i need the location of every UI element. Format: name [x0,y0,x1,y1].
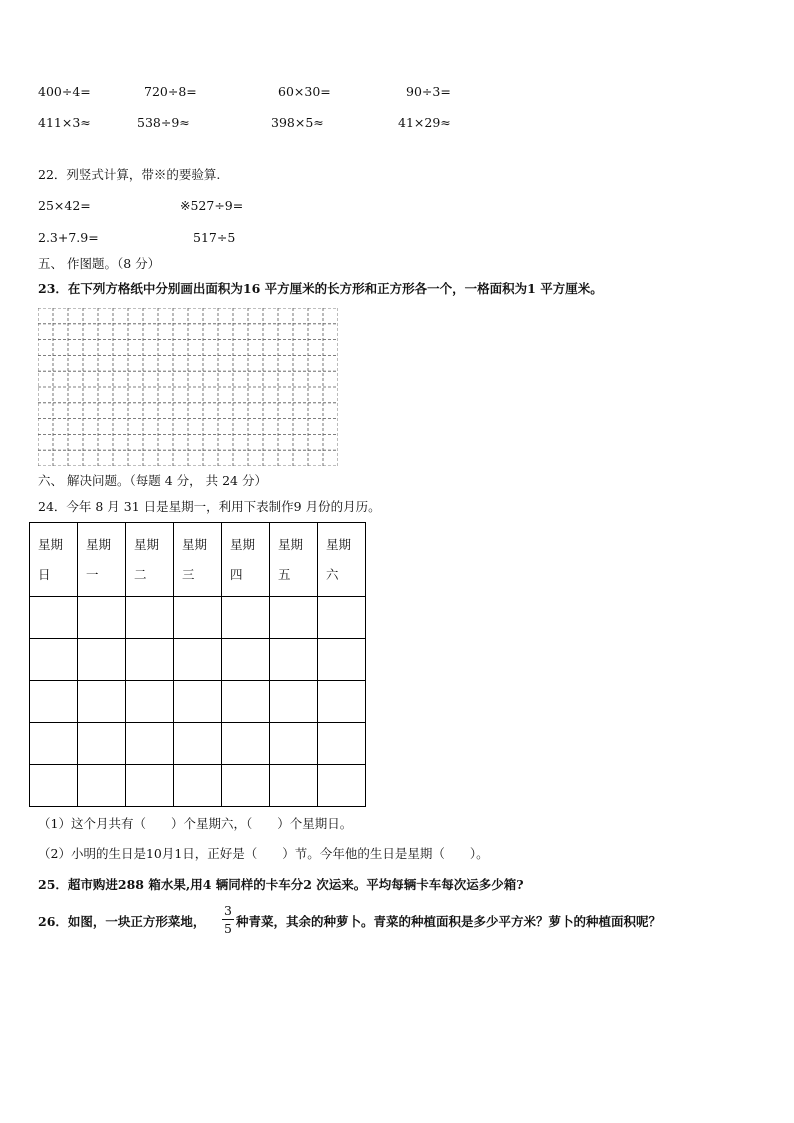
calendar-cell[interactable] [222,723,270,765]
calendar-cell[interactable] [270,681,318,723]
calendar-cell[interactable] [318,723,366,765]
calendar-cell[interactable] [222,639,270,681]
calendar-cell[interactable] [126,639,174,681]
calendar-cell[interactable] [270,639,318,681]
calc-item: 720÷8= [144,84,197,99]
calc-item: ※527÷9= [180,198,244,213]
calendar-cell[interactable] [270,723,318,765]
table-row [30,681,366,723]
header-cell: 星期 四 [222,523,270,597]
fraction [222,903,234,936]
question-26-text-after: 种青菜，其余的种萝卜。青菜的种植面积是多少平方米？萝卜的种植面积呢？ [236,914,662,929]
table-row [30,597,366,639]
question-25-text: 25．超市购进288 箱水果,用4 辆同样的卡车分2 次运来。平均每辆卡车每次运多少箱? [38,877,524,892]
section-heading: 六、 解决问题。（每题 4 分， 共 24 分） [38,473,267,488]
question-24-sub1: （1）这个月共有（ ）个星期六，（ ）个星期日。 [38,816,353,831]
calc-item: 25×42= [38,198,91,213]
section-heading: 五、 作图题。（8 分） [38,256,161,271]
calendar-cell[interactable] [174,723,222,765]
calendar-cell[interactable] [30,681,78,723]
calendar-cell[interactable] [78,681,126,723]
calendar-cell[interactable] [78,639,126,681]
calendar-cell[interactable] [270,765,318,807]
question-26-text-before: 26．如图，一块正方形菜地， [38,914,206,929]
calc-item: 41×29≈ [398,115,451,130]
grid-paper[interactable] [38,308,338,466]
calc-item: 538÷9≈ [137,115,190,130]
calc-item: 411×3≈ [38,115,91,130]
table-row [30,723,366,765]
calc-item: 2.3+7.9= [38,230,99,245]
calendar-cell[interactable] [318,681,366,723]
calendar-cell[interactable] [126,597,174,639]
calendar-cell[interactable] [222,765,270,807]
calendar-cell[interactable] [78,597,126,639]
calendar-cell[interactable] [126,723,174,765]
calendar-cell[interactable] [30,723,78,765]
calendar-cell[interactable] [318,765,366,807]
table-row [30,765,366,807]
table-row [30,639,366,681]
fraction-bar [222,919,234,920]
calendar-cell[interactable] [78,723,126,765]
calendar-cell[interactable] [30,597,78,639]
calendar-cell[interactable] [222,597,270,639]
header-cell: 星期 六 [318,523,366,597]
header-cell: 星期 三 [174,523,222,597]
header-cell: 星期 一 [78,523,126,597]
calc-item: 60×30= [278,84,331,99]
fraction-numerator: 3 [224,903,232,918]
calc-item: 517÷5 [193,230,236,245]
calendar-cell[interactable] [126,765,174,807]
calendar-cell[interactable] [270,597,318,639]
question-22-title: 22．列竖式计算，带※的要验算. [38,167,221,182]
question-24-sub2: （2）小明的生日是10月1日，正好是（ ）节。今年他的生日是星期（ ）。 [38,846,489,861]
header-cell: 星期 日 [30,523,78,597]
fraction-denominator: 5 [224,921,232,936]
header-cell: 星期 二 [126,523,174,597]
calendar-cell[interactable] [318,597,366,639]
calendar-cell[interactable] [222,681,270,723]
question-24-title: 24．今年 8 月 31 日是星期一，利用下表制作9 月份的月历。 [38,499,381,514]
calendar-cell[interactable] [78,765,126,807]
calendar-cell[interactable] [174,597,222,639]
calendar-cell[interactable] [30,639,78,681]
calc-item: 398×5≈ [271,115,324,130]
calendar-cell[interactable] [174,639,222,681]
calc-item: 90÷3= [406,84,451,99]
question-23-text: 23．在下列方格纸中分别画出面积为16 平方厘米的长方形和正方形各一个，一格面积为1 平方厘米。 [38,281,603,296]
calendar-cell[interactable] [318,639,366,681]
calendar-cell[interactable] [126,681,174,723]
calendar-cell[interactable] [174,681,222,723]
calc-item: 400÷4= [38,84,91,99]
calendar-cell[interactable] [174,765,222,807]
header-cell: 星期 五 [270,523,318,597]
calendar-cell[interactable] [30,765,78,807]
calendar-table [29,522,366,807]
